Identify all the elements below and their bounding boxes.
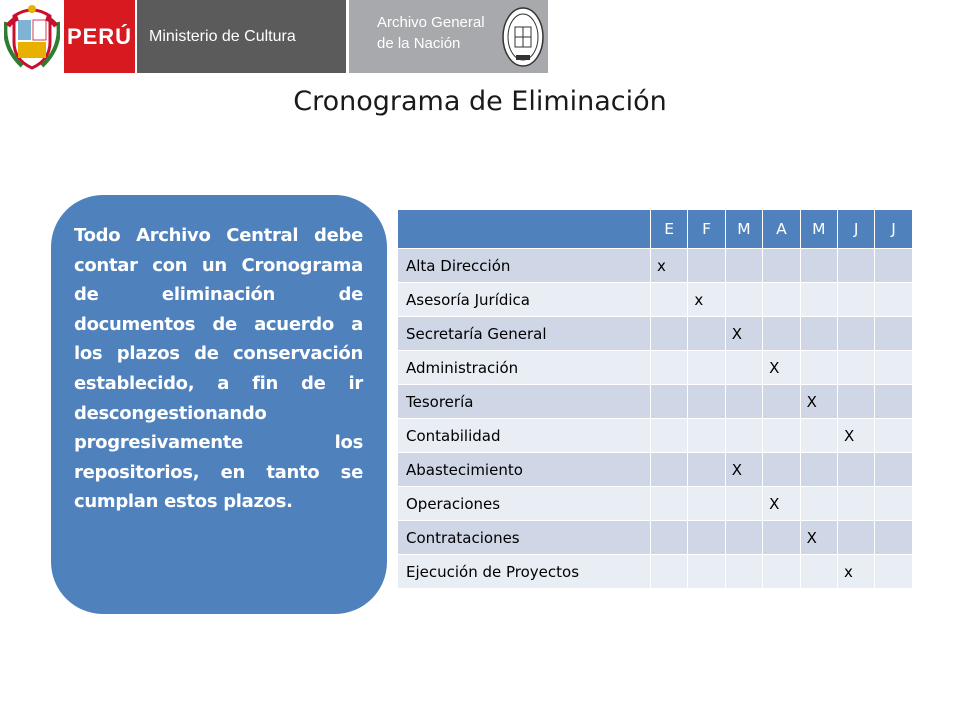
month-header: A [763, 210, 800, 249]
archive-seal-icon [501, 5, 545, 69]
month-cell [800, 555, 837, 589]
month-cell [837, 317, 874, 351]
month-cell [725, 249, 762, 283]
month-cell [725, 351, 762, 385]
month-header: E [651, 210, 688, 249]
month-cell [688, 555, 725, 589]
month-cell [651, 283, 688, 317]
month-header: M [725, 210, 762, 249]
month-cell [837, 283, 874, 317]
header-logo-bar [0, 0, 560, 73]
month-cell [688, 419, 725, 453]
month-cell: X [763, 487, 800, 521]
month-cell [688, 487, 725, 521]
month-cell [875, 249, 912, 283]
month-cell [800, 249, 837, 283]
table-row [398, 385, 913, 419]
month-cell [875, 419, 912, 453]
ministry-logo-block [137, 0, 346, 73]
table-row [398, 351, 913, 385]
month-cell: X [763, 351, 800, 385]
month-cell [763, 521, 800, 555]
month-cell: X [725, 453, 762, 487]
month-header: M [800, 210, 837, 249]
month-cell [800, 419, 837, 453]
table-row [398, 555, 913, 589]
month-header: F [688, 210, 725, 249]
month-cell [800, 453, 837, 487]
archive-label-line1: Archivo General [377, 14, 485, 31]
table-row [398, 521, 913, 555]
month-cell: X [837, 419, 874, 453]
month-cell [725, 419, 762, 453]
header-blank-cell [398, 210, 651, 249]
month-cell [651, 521, 688, 555]
month-cell [688, 521, 725, 555]
office-name-cell: Contrataciones [398, 521, 651, 555]
office-name-cell: Alta Dirección [398, 249, 651, 283]
note-text: Todo Archivo Central debe contar con un Cronograma de eliminación de documentos de acuerdo a los plazos de conservación establecido, a fin de ir descongestionando progresivamente los repositorios, en tanto se cumplan estos plazos. [74, 225, 363, 513]
month-cell: X [800, 521, 837, 555]
month-cell [651, 453, 688, 487]
table-row [398, 249, 913, 283]
month-cell [725, 555, 762, 589]
office-name-cell: Ejecución de Proyectos [398, 555, 651, 589]
table-row [398, 419, 913, 453]
month-cell [725, 487, 762, 521]
month-cell [800, 317, 837, 351]
note-box [51, 195, 387, 614]
month-cell [725, 283, 762, 317]
month-cell [875, 385, 912, 419]
month-cell: x [688, 283, 725, 317]
office-name-cell: Tesorería [398, 385, 651, 419]
month-cell [763, 249, 800, 283]
month-cell [837, 249, 874, 283]
month-header: J [837, 210, 874, 249]
month-cell [651, 351, 688, 385]
month-header: J [875, 210, 912, 249]
month-cell [688, 317, 725, 351]
month-cell: x [837, 555, 874, 589]
month-cell [837, 521, 874, 555]
month-cell [688, 453, 725, 487]
month-cell [651, 385, 688, 419]
month-cell [763, 283, 800, 317]
month-cell [763, 419, 800, 453]
country-label: PERÚ [66, 23, 133, 49]
archive-logo-block [349, 0, 548, 73]
month-cell [875, 283, 912, 317]
office-name-cell: Abastecimiento [398, 453, 651, 487]
month-cell: X [725, 317, 762, 351]
office-name-cell: Asesoría Jurídica [398, 283, 651, 317]
page-title: Cronograma de Eliminación [293, 86, 667, 117]
ministry-label: Ministerio de Cultura [149, 27, 296, 45]
peru-logo-block [64, 0, 135, 73]
month-cell [875, 317, 912, 351]
month-cell [763, 385, 800, 419]
office-name-cell: Contabilidad [398, 419, 651, 453]
month-cell [763, 555, 800, 589]
month-cell: x [651, 249, 688, 283]
table-row [398, 317, 913, 351]
month-cell [875, 521, 912, 555]
table-header-row [398, 210, 913, 249]
archive-label [377, 12, 485, 54]
table-row [398, 453, 913, 487]
office-name-cell: Operaciones [398, 487, 651, 521]
month-cell [837, 351, 874, 385]
month-cell [763, 317, 800, 351]
archive-label-line2: de la Nación [377, 35, 461, 52]
month-cell [837, 385, 874, 419]
office-name-cell: Secretaría General [398, 317, 651, 351]
month-cell [688, 351, 725, 385]
month-cell [800, 283, 837, 317]
month-cell [800, 351, 837, 385]
month-cell [651, 555, 688, 589]
month-cell [651, 317, 688, 351]
month-cell [763, 453, 800, 487]
month-cell [725, 385, 762, 419]
table-row [398, 487, 913, 521]
office-name-cell: Administración [398, 351, 651, 385]
month-cell [875, 351, 912, 385]
month-cell [837, 487, 874, 521]
elimination-schedule-table [397, 209, 913, 589]
month-cell [875, 555, 912, 589]
month-cell [688, 385, 725, 419]
month-cell [800, 487, 837, 521]
month-cell [651, 419, 688, 453]
table-row [398, 283, 913, 317]
coat-of-arms-icon [4, 2, 60, 72]
month-cell [688, 249, 725, 283]
month-cell: X [800, 385, 837, 419]
month-cell [837, 453, 874, 487]
month-cell [875, 453, 912, 487]
month-cell [651, 487, 688, 521]
month-cell [875, 487, 912, 521]
month-cell [725, 521, 762, 555]
